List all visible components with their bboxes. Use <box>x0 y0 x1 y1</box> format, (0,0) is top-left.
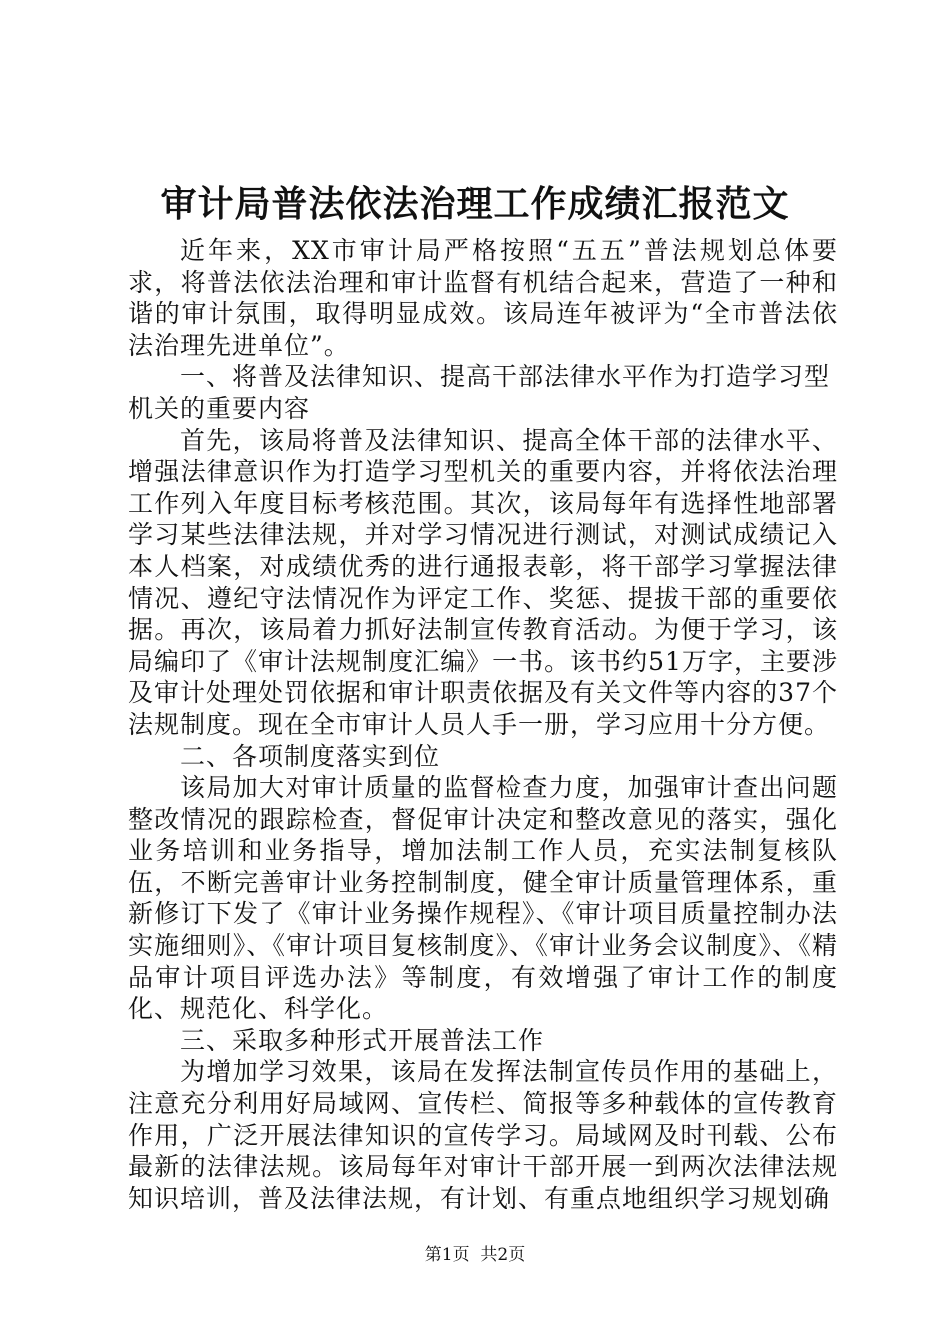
section-heading-2: 二、各项制度落实到位 <box>180 741 441 771</box>
intro-paragraph: 近年来，XX市审计局严格按照“五五”普法规划总体要求，将普法依法治理和审计监督有机结合起来，营造了一种和谐的审计氛围，取得明显成效。该局连年被评为“全市普法依法治理先进单位”。 <box>128 236 838 360</box>
document-body <box>128 235 838 1214</box>
section-paragraph-2: 该局加大对审计质量的监督检查力度，加强审计查出问题整改情况的跟踪检查，督促审计决定和整改意见的落实，强化业务培训和业务指导，增加法制工作人员，充实法制复核队伍，不断完善审计业务控制制度，健全审计质量管理体系，重新修订下发了《审计业务操作规程》、《审计项目质量控制办法实施细则》、《审计项目复核制度》、《审计业务会议制度》、《精品审计项目评选办法》等制度，有效增强了审计工作的制度化、规范化、科学化。 <box>128 773 838 1024</box>
document-title: 审计局普法依法治理工作成绩汇报范文 <box>160 183 790 225</box>
section-paragraph-3: 为增加学习效果，该局在发挥法制宣传员作用的基础上，注意充分利用好局域网、宣传栏、简报等多种载体的宣传教育作用，广泛开展法律知识的宣传学习。局域网及时刊载、公布最新的法律法规。该局每年对审计干部开展一到两次法律法规知识培训，普及法律法规，有计划、有重点地组织学习规划确 <box>128 1057 838 1213</box>
page-footer <box>0 1243 950 1267</box>
section-heading-3: 三、采取多种形式开展普法工作 <box>180 1025 545 1055</box>
section-paragraph-1: 首先，该局将普及法律知识、提高全体干部的法律水平、增强法律意识作为打造学习型机关的重要内容，并将依法治理工作列入年度目标考核范围。其次，该局每年有选择性地部署学习某些法律法规，并对学习情况进行测试，对测试成绩记入本人档案，对成绩优秀的进行通报表彰，将干部学习掌握法律情况、遵纪守法情况作为评定工作、奖惩、提拔干部的重要依据。再次，该局着力抓好法制宣传教育活动。为便于学习，该局编印了《审计法规制度汇编》一书。该书约51万字，主要涉及审计处理处罚依据和审计职责依据及有关文件等内容的37个法规制度。现在全市审计人员人手一册，学习应用十分方便。 <box>128 425 838 739</box>
page-number: 第1页 共2页 <box>424 1245 526 1265</box>
section-heading-1: 一、将普及法律知识、提高干部法律水平作为打造学习型机关的重要内容 <box>128 362 831 423</box>
